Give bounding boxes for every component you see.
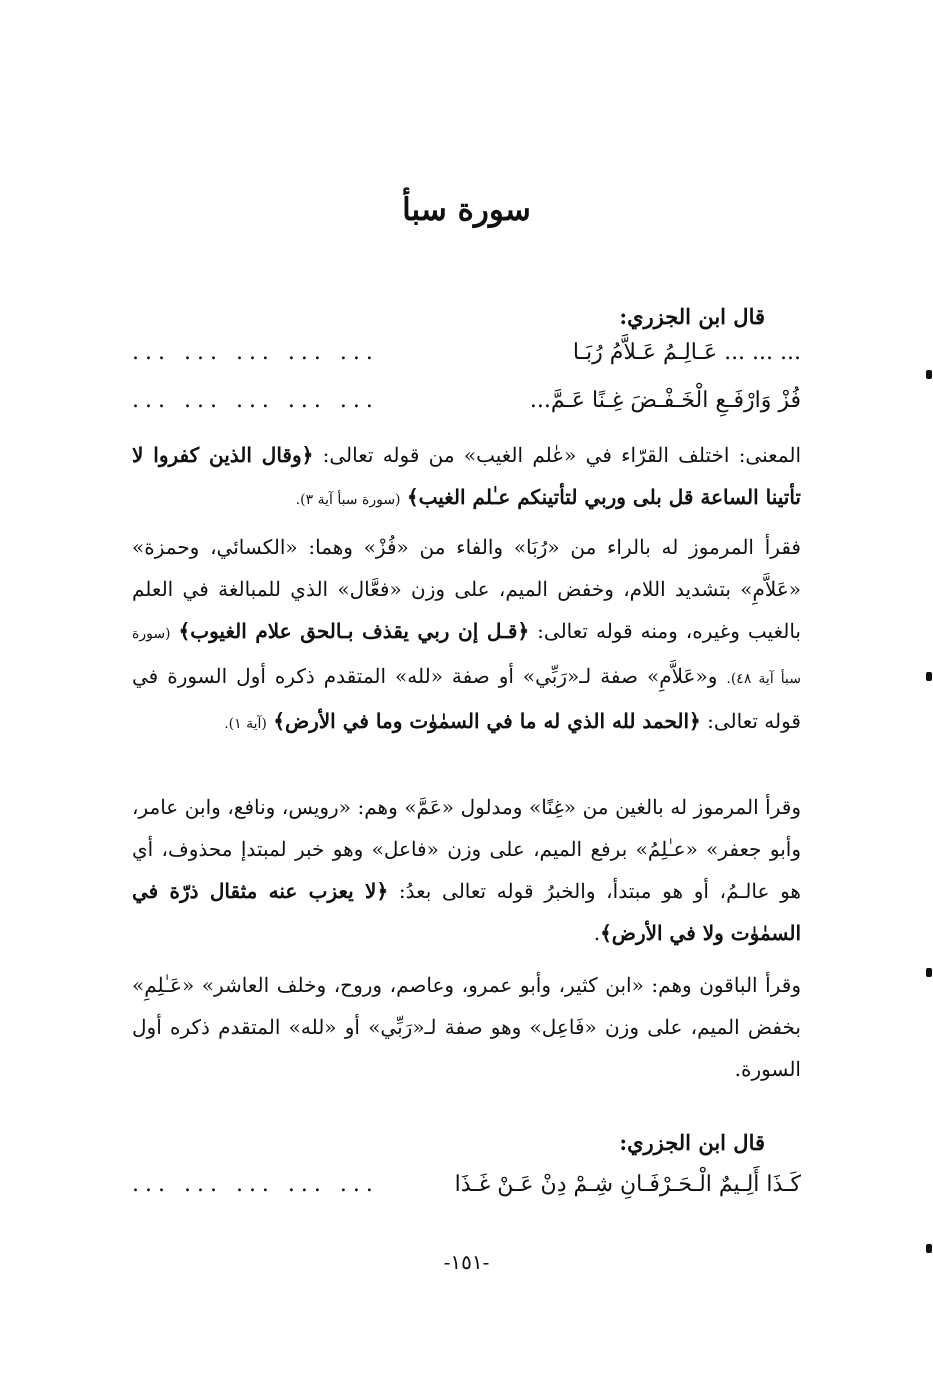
- quran-ref-2: (سورة سبأ آية ٤٨).: [132, 626, 801, 687]
- margin-mark: [926, 672, 932, 681]
- reading-1-text-a: فقرأ المرموز له بالراء من «رُبَا» والفاء من «فُزْ» وهما: «الكسائي، وحمزة» «عَلاَّمِ» بتشديد اللام، وخفض الميم، على وزن «فعَّال» الذي للمبالغة في العلم بالغيب وغيره، ومنه قوله تعالى:: [132, 535, 802, 643]
- verse-3-dots: ... ... ... ... ...: [132, 1172, 379, 1197]
- meaning-intro: المعنى: اختلف القرّاء في «عٰلم الغيب» من قوله تعالى:: [322, 443, 802, 467]
- quran-quote-2: ﴿قـل إن ربي يقذف بـالحق علام الغيوب﴾: [178, 619, 530, 643]
- quran-ref-3: (آية ١).: [224, 716, 267, 732]
- margin-mark: [926, 1244, 932, 1253]
- verse-1-text: ... ... ... عَـالِـمُ عَـلاَّمُ رُبَـا: [572, 340, 801, 365]
- verse-line-1: [132, 340, 801, 372]
- page-title: سورة سبأ: [402, 192, 531, 228]
- page-number: -١٥١-: [443, 1250, 490, 1274]
- verse-line-3: [132, 1172, 801, 1204]
- quran-quote-3: ﴿الحمد لله الذي له ما في السمٰوٰت وما في الأرض﴾: [273, 709, 701, 733]
- margin-mark: [926, 370, 932, 379]
- verse-3-text: كَـذَا أَلِـيمٌ الْـحَـرْفَـانِ شِـمْ دِنْ عَـنْ غَـذَا: [454, 1172, 801, 1197]
- quran-quote-4: ﴿لا يعزب عنه مثقال ذرّة في السمٰوٰت ولا في الأرض﴾: [132, 879, 801, 945]
- reading-3-text: وقرأ الباقون وهم: «ابن كثير، وأبو عمرو، وعاصم، وروح، وخلف العاشر» «عَـٰلِمِ» بخفض الميم، على وزن «فَاعِل» وهو صفة لـ«رَبِّي» أو «لله» المتقدم ذكره أول السورة.: [132, 973, 801, 1081]
- reading-paragraph-3: [132, 964, 801, 1090]
- verse-1-dots: ... ... ... ... ...: [132, 340, 379, 365]
- meaning-paragraph: [132, 434, 801, 521]
- quran-quote-1: ﴿وقال الذين كفروا لا تأتينا الساعة قل بلى وربي لتأتينكم عـٰلم الغيب﴾: [132, 443, 801, 509]
- reading-2-period: .: [593, 921, 601, 945]
- reading-1-text-c: و«عَلاَّمِ» صفة لـ«رَبِّي» أو صفة «لله» المتقدم ذكره أول السورة في قوله تعالى:: [132, 664, 801, 733]
- reading-2-text-a: وقرأ المرموز له بالغين من «غِنًا» ومدلول «عَمَّ» وهم: «رويس، ونافع، وابن عامر، وأبو جعفر» «عـٰلِمُ» برفع الميم، على وزن «فاعل» وهو خبر لمبتدإ محذوف، أي هو عالـمُ، أو هو مبتدأ، والخبرُ قوله تعالى بعدُ:: [132, 795, 801, 903]
- verse-line-2: [132, 388, 801, 420]
- verse-2-dots: ... ... ... ... ...: [132, 388, 379, 413]
- quran-ref-1: (سورة سبأ آية ٣).: [295, 492, 401, 508]
- ibn-jazari-label-2: قال ابن الجزري:: [619, 1130, 765, 1155]
- margin-mark: [926, 968, 932, 977]
- verse-2-text: فُزْ وَارْفَـعِ الْخَـفْـضَ غِـنًا عَـمَّ...: [529, 388, 801, 413]
- ibn-jazari-label-1: قال ابن الجزري:: [619, 304, 765, 329]
- reading-paragraph-1: [132, 526, 801, 745]
- reading-paragraph-2: [132, 786, 801, 954]
